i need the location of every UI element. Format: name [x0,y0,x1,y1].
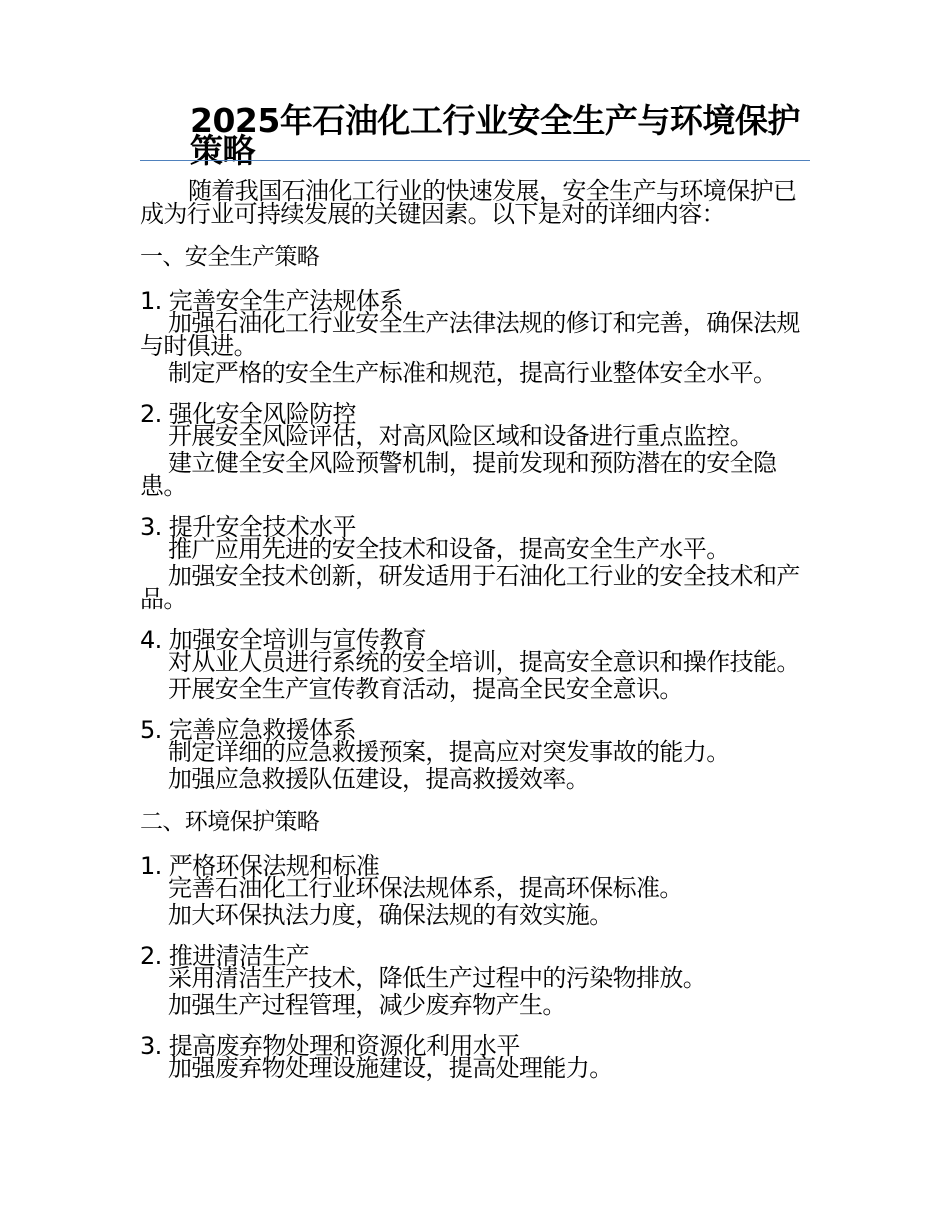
list-item: 制定严格的安全生产标准和规范，提高行业整体安全水平。 [168,359,777,387]
list-item: 加大环保执法力度，确保法规的有效实施。 [168,901,613,929]
list-item: 加强石油化工行业安全生产法律法规的修订和完善，确保法规与时俱进。 [140,309,800,360]
list-item: 制定详细的应急救援预案，提高应对突发事故的能力。 [168,738,730,766]
list-item: 加强应急救援队伍建设，提高救援效率。 [168,765,590,793]
list-item: 建立健全安全风险预警机制，提前发现和预防潜在的安全隐患。 [140,449,777,500]
subsection [140,513,800,613]
subsection-title: 1. 严格环保法规和标准 [140,852,380,880]
subsection-title: 4. 加强安全培训与宣传教育 [140,626,427,654]
title-divider [140,160,810,161]
subsection-title: 5. 完善应急救援体系 [140,716,356,744]
section-heading: 二、环境保护策略 [140,809,320,835]
list-item: 开展安全生产宣传教育活动，提高全民安全意识。 [168,675,683,703]
section-heading: 一、安全生产策略 [140,244,320,270]
subsection [140,400,800,500]
subsection [140,287,800,387]
subsection [140,942,800,1019]
subsection [140,716,800,793]
document-body [140,177,800,1098]
list-item: 加强安全技术创新，研发适用于石油化工行业的安全技术和产品。 [140,562,800,613]
subsection-title: 1. 完善安全生产法规体系 [140,287,403,315]
subsection-title: 2. 推进清洁生产 [140,942,310,970]
list-item: 完善石油化工行业环保法规体系，提高环保标准。 [168,874,683,902]
subsection [140,1032,800,1082]
list-item: 开展安全风险评估，对高风险区域和设备进行重点监控。 [168,422,753,450]
list-item: 对从业人员进行系统的安全培训，提高安全意识和操作技能。 [168,648,800,676]
document-title: 2025年石油化工行业安全生产与环境保护策略 [190,101,800,170]
list-item: 推广应用先进的安全技术和设备，提高安全生产水平。 [168,535,730,563]
list-item: 采用清洁生产技术，降低生产过程中的污染物排放。 [168,964,707,992]
subsection [140,626,800,703]
list-item: 加强生产过程管理，减少废弃物产生。 [168,991,566,1019]
list-item: 加强废弃物处理设施建设，提高处理能力。 [168,1054,613,1082]
subsection-title: 3. 提升安全技术水平 [140,513,356,541]
subsection-title: 3. 提高废弃物处理和资源化利用水平 [140,1032,520,1060]
intro-paragraph: 随着我国石油化工行业的快速发展，安全生产与环境保护已成为行业可持续发展的关键因素。以下是对的详细内容： [140,177,797,228]
subsection-title: 2. 强化安全风险防控 [140,400,356,428]
subsection [140,852,800,929]
